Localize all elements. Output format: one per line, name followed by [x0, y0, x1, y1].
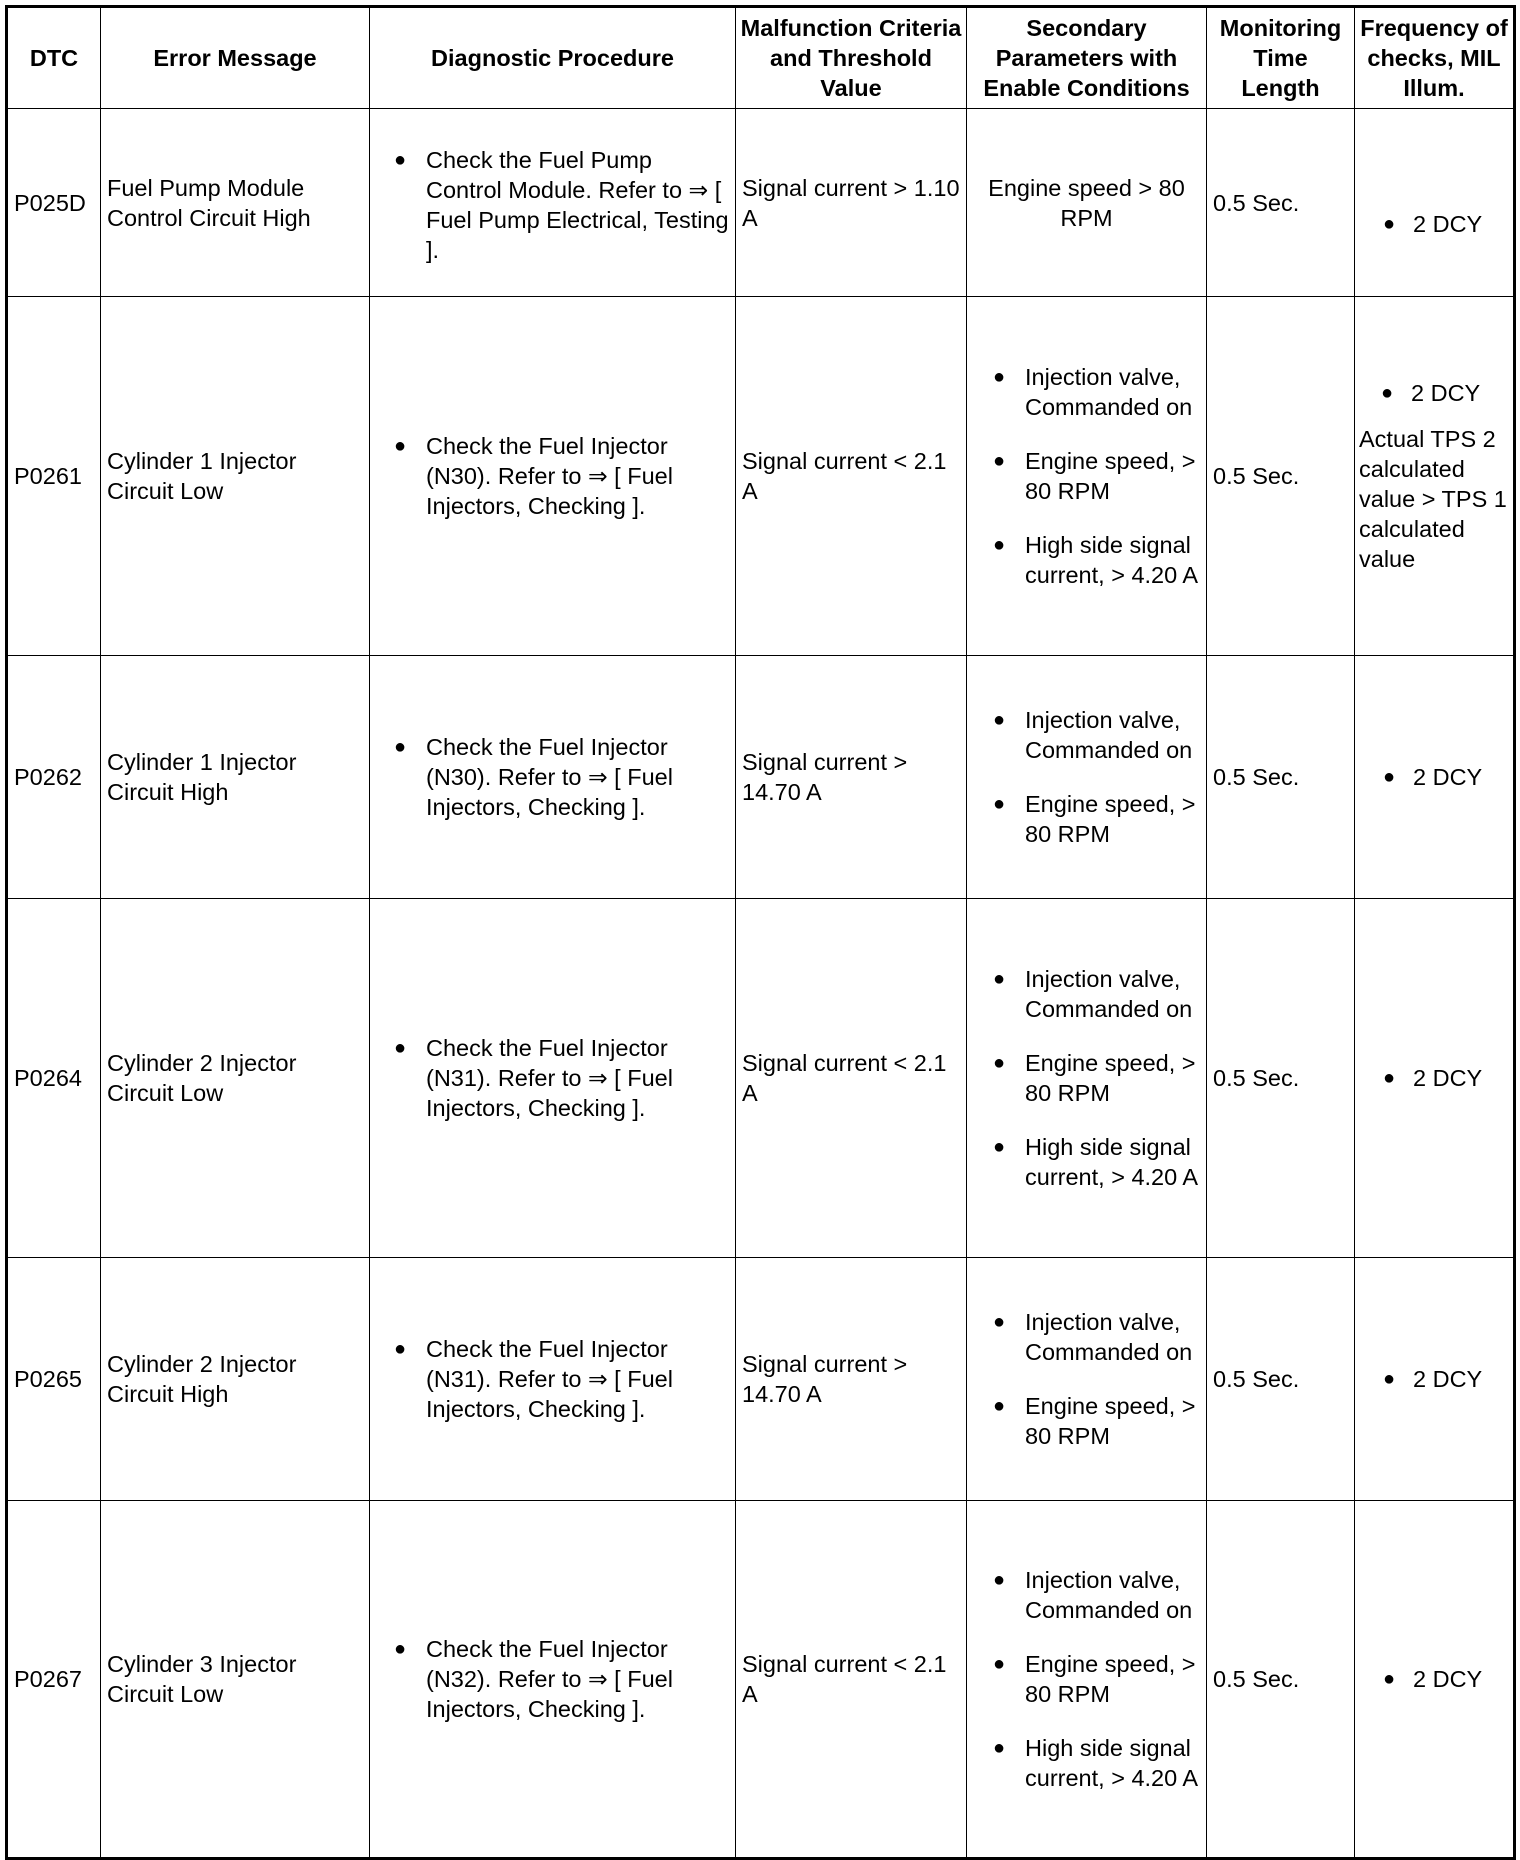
diagnostic-procedure [370, 1501, 736, 1859]
diagnostic-procedure [370, 1258, 736, 1501]
secondary-parameter: ● Injection valve, Commanded on [973, 1307, 1200, 1367]
header-dtc: DTC [7, 7, 101, 109]
error-message: Fuel Pump Module Control Circuit High [101, 109, 370, 297]
dtc-code: P0267 [7, 1501, 101, 1859]
malfunction-criteria: Signal current < 2.1 A [736, 1501, 967, 1859]
procedure-item: ● Check the Fuel Injector (N31). Refer to ⇒ [ Fuel Injectors, Checking ]. [376, 1033, 729, 1123]
secondary-parameter: ● High side signal current, > 4.20 A [973, 1132, 1200, 1192]
frequency-cell [1355, 899, 1515, 1258]
malfunction-criteria: Signal current < 2.1 A [736, 899, 967, 1258]
secondary-parameter: ● Injection valve, Commanded on [973, 1565, 1200, 1625]
diagnostic-procedure [370, 899, 736, 1258]
frequency-item: ● 2 DCY [1361, 1364, 1507, 1394]
error-message: Cylinder 1 Injector Circuit Low [101, 297, 370, 656]
dtc-code: P0264 [7, 899, 101, 1258]
error-message: Cylinder 1 Injector Circuit High [101, 656, 370, 899]
table-row [7, 1501, 1515, 1859]
monitoring-time: 0.5 Sec. [1207, 1258, 1355, 1501]
secondary-parameter: Engine speed > 80 RPM [967, 109, 1207, 297]
diagnostic-procedure [370, 297, 736, 656]
table-row [7, 1258, 1515, 1501]
secondary-parameters [967, 297, 1207, 656]
secondary-parameter: ● Engine speed, > 80 RPM [973, 789, 1200, 849]
dtc-code: P0261 [7, 297, 101, 656]
monitoring-time: 0.5 Sec. [1207, 297, 1355, 656]
secondary-parameters [967, 1501, 1207, 1859]
error-message: Cylinder 3 Injector Circuit Low [101, 1501, 370, 1859]
procedure-item: ● Check the Fuel Injector (N30). Refer to ⇒ [ Fuel Injectors, Checking ]. [376, 732, 729, 822]
malfunction-criteria: Signal current < 2.1 A [736, 297, 967, 656]
malfunction-criteria: Signal current > 14.70 A [736, 1258, 967, 1501]
malfunction-criteria: Signal current > 1.10 A [736, 109, 967, 297]
header-frequency: Frequency of checks, MIL Illum. [1355, 7, 1515, 109]
malfunction-criteria: Signal current > 14.70 A [736, 656, 967, 899]
frequency-note: Actual TPS 2 calculated value > TPS 1 calculated value [1359, 426, 1507, 572]
diagnostic-procedure [370, 656, 736, 899]
dtc-table [5, 5, 1516, 1860]
secondary-parameter: ● High side signal current, > 4.20 A [973, 530, 1200, 590]
header-error-message: Error Message [101, 7, 370, 109]
error-message: Cylinder 2 Injector Circuit Low [101, 899, 370, 1258]
procedure-item: ● Check the Fuel Injector (N32). Refer to ⇒ [ Fuel Injectors, Checking ]. [376, 1634, 729, 1724]
dtc-code: P025D [7, 109, 101, 297]
error-message: Cylinder 2 Injector Circuit High [101, 1258, 370, 1501]
monitoring-time: 0.5 Sec. [1207, 899, 1355, 1258]
dtc-code: P0265 [7, 1258, 101, 1501]
secondary-parameter: ● Engine speed, > 80 RPM [973, 446, 1200, 506]
frequency-cell [1355, 109, 1515, 297]
procedure-item: ● Check the Fuel Pump Control Module. Refer to ⇒ [ Fuel Pump Electrical, Testing ]. [376, 145, 729, 265]
header-secondary-parameters: Secondary Parameters with Enable Conditions [967, 7, 1207, 109]
secondary-parameter: ● Engine speed, > 80 RPM [973, 1391, 1200, 1451]
frequency-item: ● 2 DCY [1359, 378, 1511, 408]
secondary-parameters [967, 1258, 1207, 1501]
secondary-parameter: ● Injection valve, Commanded on [973, 362, 1200, 422]
frequency-item: ● 2 DCY [1361, 209, 1507, 239]
frequency-item: ● 2 DCY [1361, 762, 1507, 792]
header-malfunction-criteria: Malfunction Criteria and Threshold Value [736, 7, 967, 109]
table-row [7, 656, 1515, 899]
frequency-cell [1355, 656, 1515, 899]
secondary-parameter: ● High side signal current, > 4.20 A [973, 1733, 1200, 1793]
monitoring-time: 0.5 Sec. [1207, 109, 1355, 297]
secondary-parameter: ● Injection valve, Commanded on [973, 705, 1200, 765]
frequency-cell [1355, 1258, 1515, 1501]
header-monitoring-time: Monitoring Time Length [1207, 7, 1355, 109]
table-row [7, 297, 1515, 656]
header-row [7, 7, 1515, 109]
secondary-parameters [967, 656, 1207, 899]
monitoring-time: 0.5 Sec. [1207, 1501, 1355, 1859]
table-row [7, 109, 1515, 297]
frequency-item: ● 2 DCY [1361, 1664, 1507, 1694]
frequency-cell [1355, 297, 1515, 656]
dtc-table-page [5, 5, 1513, 1855]
diagnostic-procedure [370, 109, 736, 297]
header-diagnostic-procedure: Diagnostic Procedure [370, 7, 736, 109]
procedure-item: ● Check the Fuel Injector (N30). Refer to ⇒ [ Fuel Injectors, Checking ]. [376, 431, 729, 521]
dtc-code: P0262 [7, 656, 101, 899]
secondary-parameter: ● Engine speed, > 80 RPM [973, 1048, 1200, 1108]
table-row [7, 899, 1515, 1258]
monitoring-time: 0.5 Sec. [1207, 656, 1355, 899]
secondary-parameter: ● Engine speed, > 80 RPM [973, 1649, 1200, 1709]
frequency-cell [1355, 1501, 1515, 1859]
secondary-parameters [967, 899, 1207, 1258]
frequency-item: ● 2 DCY [1361, 1063, 1507, 1093]
procedure-item: ● Check the Fuel Injector (N31). Refer to ⇒ [ Fuel Injectors, Checking ]. [376, 1334, 729, 1424]
secondary-parameter: ● Injection valve, Commanded on [973, 964, 1200, 1024]
